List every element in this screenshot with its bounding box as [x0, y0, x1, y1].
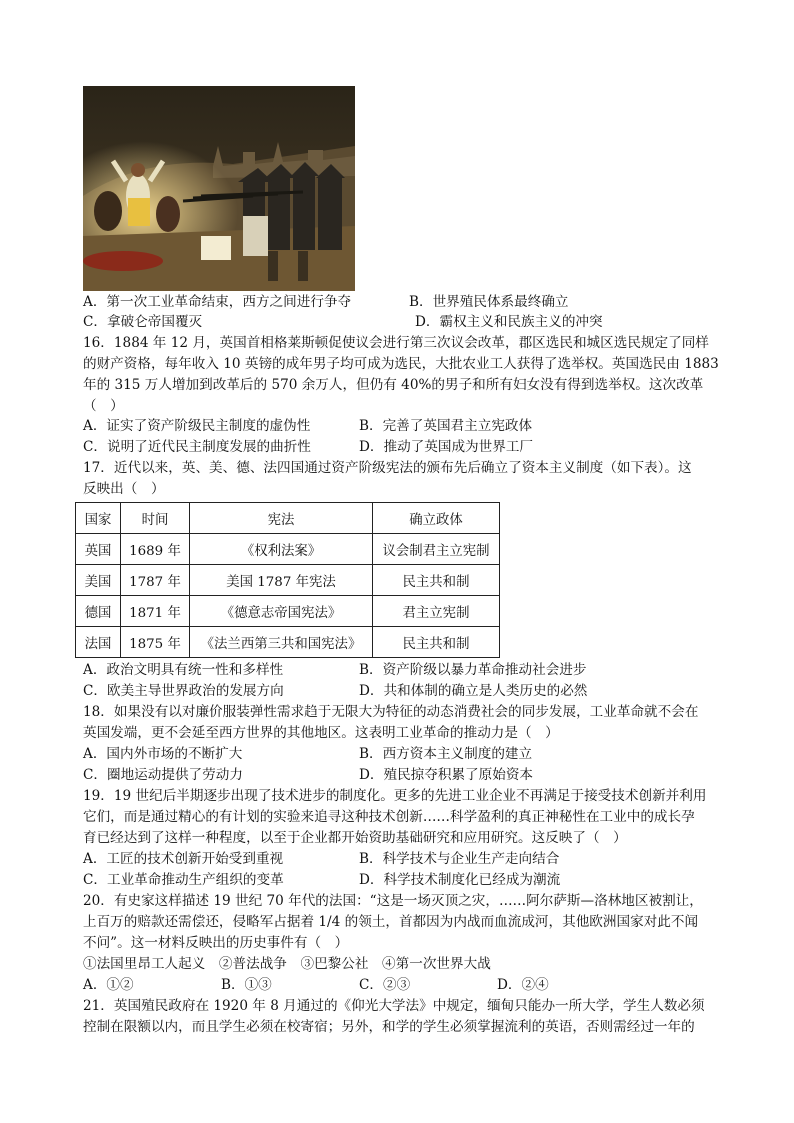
table-cell: 民主共和制: [373, 627, 500, 658]
table-cell: 德国: [76, 596, 121, 627]
q18-option-a[interactable]: A．国内外市场的不断扩大: [83, 746, 243, 762]
q17-stem-line-1: 17．近代以来，英、美、德、法四国通过资产阶级宪法的颁布先后确立了资本主义制度（如下表）。这: [83, 460, 692, 476]
q15-option-b[interactable]: B．世界殖民体系最终确立: [409, 294, 569, 310]
q16-stem-line-1: 16．1884 年 12 月，英国首相格莱斯顿促使议会进行第三次议会改革，郡区选民和城区选民规定了同样: [83, 335, 709, 351]
q20-stem-line-1: 20．有史家这样描述 19 世纪 70 年代的法国：“这是一场灭顶之灾，……阿尔萨斯—洛林地区被割让，: [83, 893, 703, 909]
table-cell: 美国 1787 年宪法: [190, 565, 373, 596]
q17-option-a[interactable]: A．政治文明具有统一性和多样性: [83, 662, 284, 678]
q16-option-c[interactable]: C．说明了近代民主制度发展的曲折性: [83, 439, 311, 455]
table-header-cell: 国家: [76, 503, 121, 534]
table-cell: 法国: [76, 627, 121, 658]
q20-option-c[interactable]: C．②③: [359, 977, 411, 993]
table-row: [76, 627, 500, 658]
q18-stem-line-2: 英国发端，更不会延至西方世界的其他地区。这表明工业革命的推动力是（ ）: [83, 725, 559, 741]
q18-option-d[interactable]: D．殖民掠夺积累了原始资本: [359, 767, 534, 783]
q15-option-a[interactable]: A．第一次工业革命结束，西方之间进行争夺: [83, 294, 352, 310]
q20-stem-line-2: 上百万的赔款还需偿还，侵略军占据着 1/4 的领土，首都因为内战而血流成河，其他欧洲国家对此不闻: [83, 914, 699, 930]
table-row: [76, 534, 500, 565]
table-row: [76, 565, 500, 596]
q16-stem-line-4: （ ）: [83, 398, 124, 414]
table-row: [76, 596, 500, 627]
q15-option-c[interactable]: C．拿破仑帝国覆灭: [83, 314, 203, 330]
q20-items-line: ①法国里昂工人起义 ②普法战争 ③巴黎公社 ④第一次世界大战: [83, 956, 491, 972]
q16-option-d[interactable]: D．推动了英国成为世界工厂: [359, 439, 534, 455]
table-cell: 《法兰西第三共和国宪法》: [190, 627, 373, 658]
table-header-cell: 时间: [121, 503, 190, 534]
q18-option-c[interactable]: C．圈地运动提供了劳动力: [83, 767, 243, 783]
table-header-row: [76, 503, 500, 534]
q16-option-b[interactable]: B．完善了英国君主立宪政体: [359, 418, 533, 434]
q17-option-d[interactable]: D．共和体制的确立是人类历史的必然: [359, 683, 588, 699]
q19-stem-line-3: 育已经达到了这样一种程度，以至于企业都开始资助基础研究和应用研究。这反映了（ ）: [83, 830, 627, 846]
table-cell: 美国: [76, 565, 121, 596]
table-cell: 1787 年: [121, 565, 190, 596]
q17-stem-line-2: 反映出（ ）: [83, 481, 165, 497]
q20-option-a[interactable]: A．①②: [83, 977, 134, 993]
table-cell: 《权利法案》: [190, 534, 373, 565]
q16-stem-line-3: 年的 315 万人增加到改革后的 570 余万人，但仍有 40%的男子和所有妇女没有得到选举权。这次改革: [83, 377, 704, 393]
historical-painting-image: [83, 86, 355, 291]
table-header-cell: 宪法: [190, 503, 373, 534]
q16-option-a[interactable]: A．证实了资产阶级民主制度的虚伪性: [83, 418, 311, 434]
q15-option-d[interactable]: D．霸权主义和民族主义的冲突: [415, 314, 603, 330]
table-cell: 君主立宪制: [373, 596, 500, 627]
table-cell: 1689 年: [121, 534, 190, 565]
q20-option-b[interactable]: B．①③: [221, 977, 272, 993]
table-cell: 民主共和制: [373, 565, 500, 596]
q19-option-b[interactable]: B．科学技术与企业生产走向结合: [359, 851, 560, 867]
table-cell: 1871 年: [121, 596, 190, 627]
table-cell: 议会制君主立宪制: [373, 534, 500, 565]
q21-stem-line-1: 21．英国殖民政府在 1920 年 8 月通过的《仰光大学法》中规定，缅甸只能办一所大学，学生人数必须: [83, 998, 705, 1014]
q18-stem-line-1: 18．如果没有以对廉价服装弹性需求趋于无限大为特征的动态消费社会的同步发展，工业革命就不会在: [83, 704, 699, 720]
q21-stem-line-2: 控制在限额以内，而且学生必须在校寄宿；另外，和学的学生必须掌握流利的英语，否则需经过一年的: [83, 1019, 695, 1035]
q16-stem-line-2: 的财产资格，每年收入 10 英镑的成年男子均可成为选民，大批农业工人获得了选举权。英国选民由 1883: [83, 356, 719, 372]
q19-option-c[interactable]: C．工业革命推动生产组织的变革: [83, 872, 284, 888]
q19-option-a[interactable]: A．工匠的技术创新开始受到重视: [83, 851, 284, 867]
q18-option-b[interactable]: B．西方资本主义制度的建立: [359, 746, 533, 762]
q20-option-d[interactable]: D．②④: [497, 977, 549, 993]
q20-stem-line-3: 不问”。这一材料反映出的历史事件有（ ）: [83, 935, 349, 951]
table-cell: 1875 年: [121, 627, 190, 658]
q19-stem-line-2: 它们，而是通过精心的有计划的实验来追寻这种技术创新……科学盈利的真正神秘性在工业中的成长孕: [83, 809, 695, 825]
table-header-cell: 确立政体: [373, 503, 500, 534]
q19-option-d[interactable]: D．科学技术制度化已经成为潮流: [359, 872, 561, 888]
table-cell: 《德意志帝国宪法》: [190, 596, 373, 627]
constitution-table: [75, 502, 500, 658]
q17-option-c[interactable]: C．欧美主导世界政治的发展方向: [83, 683, 284, 699]
table-cell: 英国: [76, 534, 121, 565]
q19-stem-line-1: 19．19 世纪后半期逐步出现了技术进步的制度化。更多的先进工业企业不再满足于接受技术创新并利用: [83, 788, 707, 804]
q17-option-b[interactable]: B．资产阶级以暴力革命推动社会进步: [359, 662, 587, 678]
